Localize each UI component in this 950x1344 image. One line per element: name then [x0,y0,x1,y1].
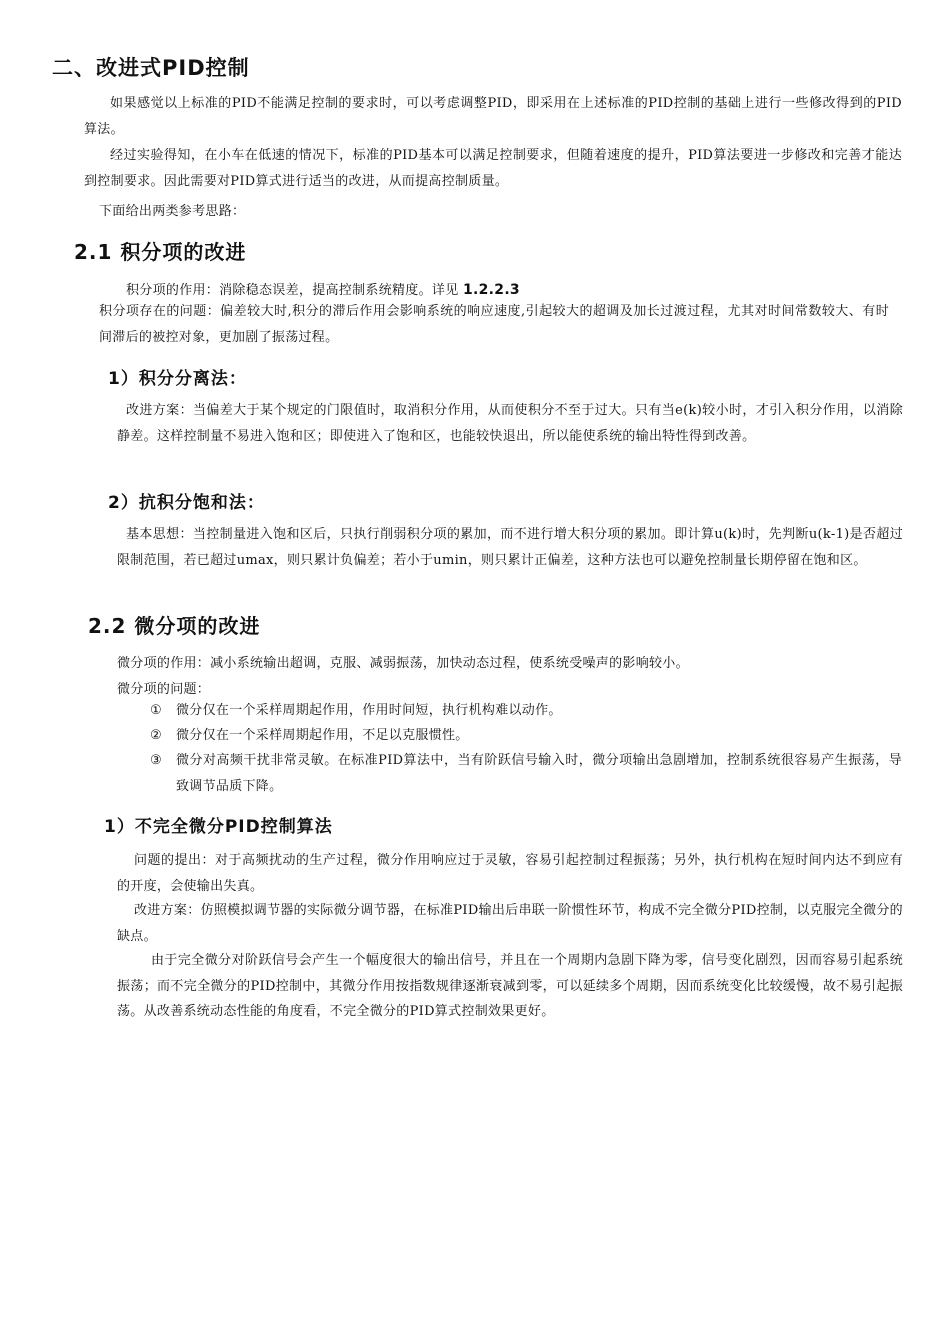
derivative-problem-item-3 [150,748,902,799]
heading-2-1: 2.1 积分项的改进 [74,240,247,264]
heading-integral-separation: 1）积分分离法： [108,369,247,389]
integral-effect-ref: 1.2.2.3 [462,282,520,298]
heading-anti-windup: 2）抗积分饱和法： [108,493,265,513]
heading-2-2: 2.2 微分项的改进 [88,614,261,638]
item-text: 微分仅在一个采样周期起作用，不足以克服惯性。 [176,728,469,743]
anti-windup-text: 基本思想：当控制量进入饱和区后，只执行削弱积分项的累加，而不进行增大积分项的累加。即计算u(k)时，先判断u(k-1)是否超过限制范围，若已超过umax，则只累计负偏差；若小于umin，则只累计正偏差，这种方法也可以避免控制量长期停留在饱和区。 [117,527,903,568]
derivative-problem-item-1 [150,698,902,724]
item-marker: ① [150,703,162,718]
intro-paragraph-3: 下面给出两类参考思路： [99,204,246,219]
integral-effect-line [126,279,520,298]
intro-paragraph-1: 如果感觉以上标准的PID不能满足控制的要求时，可以考虑调整PID，即采用在上述标准的PID控制的基础上进行一些修改得到的PID算法。 [84,96,902,137]
incomplete-derivative-explanation: 由于完全微分对阶跃信号会产生一个幅度很大的输出信号，并且在一个周期内急剧下降为零，信号变化剧烈，因而容易引起系统振荡；而不完全微分的PID控制中，其微分作用按指数规律逐渐衰减到零，可以延续多个周期，因而系统变化比较缓慢，故不易引起振荡。从改善系统动态性能的角度看，不完全微分的PID算式控制效果更好。 [117,953,903,1019]
heading-incomplete-derivative: 1）不完全微分PID控制算法 [104,817,333,837]
integral-problem: 积分项存在的问题：偏差较大时,积分的滞后作用会影响系统的响应速度,引起较大的超调及加长过渡过程，尤其对时间常数较大、有时间滞后的被控对象，更加剧了振荡过程。 [99,304,889,345]
item-marker: ② [150,728,162,743]
incomplete-derivative-problem: 问题的提出：对于高频扰动的生产过程，微分作用响应过于灵敏，容易引起控制过程振荡；另外，执行机构在短时间内达不到应有的开度，会使输出失真。 [117,853,903,894]
derivative-problem-item-2 [150,723,902,749]
derivative-problem-label: 微分项的问题： [117,682,211,697]
derivative-effect: 微分项的作用：减小系统输出超调，克服、减弱振荡，加快动态过程，使系统受噪声的影响较小。 [117,656,689,671]
item-marker: ③ [150,753,162,768]
integral-separation-text: 改进方案：当偏差大于某个规定的门限值时，取消积分作用，从而使积分不至于过大。只有当e(k)较小时，才引入积分作用，以消除静差。这样控制量不易进入饱和区；即使进入了饱和区，也能较快退出，所以能使系统的输出特性得到改善。 [117,403,903,444]
section-title: 二、改进式PID控制 [52,56,250,80]
incomplete-derivative-solution: 改进方案：仿照模拟调节器的实际微分调节器，在标准PID输出后串联一阶惯性环节，构成不完全微分PID控制，以克服完全微分的缺点。 [117,903,903,944]
item-text: 微分对高频干扰非常灵敏。在标准PID算法中，当有阶跃信号输入时，微分项输出急剧增加，控制系统很容易产生振荡，导致调节品质下降。 [176,753,902,794]
item-text: 微分仅在一个采样周期起作用，作用时间短，执行机构难以动作。 [176,703,562,718]
intro-paragraph-2: 经过实验得知，在小车在低速的情况下，标准的PID基本可以满足控制要求，但随着速度的提升，PID算法要进一步修改和完善才能达到控制要求。因此需要对PID算式进行适当的改进，从而提高控制质量。 [84,148,902,189]
integral-effect-text: 积分项的作用：消除稳态误差，提高控制系统精度。详见 [126,283,459,298]
